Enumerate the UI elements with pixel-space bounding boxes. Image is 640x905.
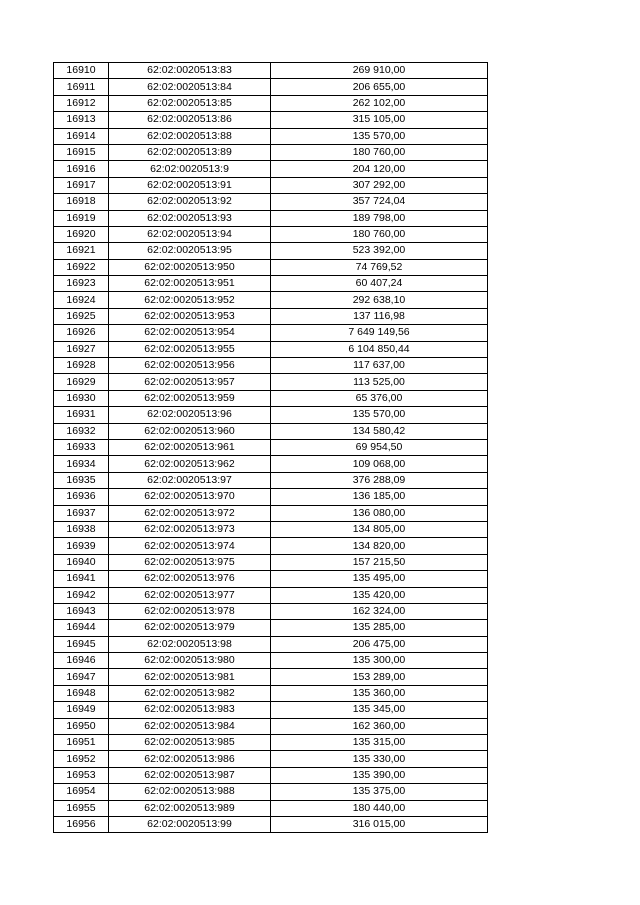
cadastral-number-cell: 62:02:0020513:956 (109, 358, 271, 374)
table-row (54, 358, 488, 374)
row-number-cell: 16918 (54, 194, 109, 210)
cadastral-value-cell: 135 390,00 (271, 767, 488, 783)
cadastral-number-cell: 62:02:0020513:976 (109, 571, 271, 587)
table-row (54, 456, 488, 472)
row-number-cell: 16925 (54, 308, 109, 324)
cadastral-value-cell: 157 215,50 (271, 554, 488, 570)
row-number-cell: 16943 (54, 603, 109, 619)
cadastral-number-cell: 62:02:0020513:92 (109, 194, 271, 210)
row-number-cell: 16938 (54, 521, 109, 537)
row-number-cell: 16949 (54, 702, 109, 718)
table-row (54, 800, 488, 816)
cadastral-number-cell: 62:02:0020513:98 (109, 636, 271, 652)
cadastral-number-cell: 62:02:0020513:9 (109, 161, 271, 177)
cadastral-value-cell: 376 288,09 (271, 472, 488, 488)
cadastral-number-cell: 62:02:0020513:95 (109, 243, 271, 259)
row-number-cell: 16941 (54, 571, 109, 587)
cadastral-number-cell: 62:02:0020513:951 (109, 276, 271, 292)
table-row (54, 210, 488, 226)
row-number-cell: 16932 (54, 423, 109, 439)
table-row (54, 636, 488, 652)
row-number-cell: 16951 (54, 735, 109, 751)
cadastral-value-cell: 136 185,00 (271, 489, 488, 505)
cadastral-value-cell: 135 315,00 (271, 735, 488, 751)
cadastral-number-cell: 62:02:0020513:952 (109, 292, 271, 308)
cadastral-value-cell: 134 820,00 (271, 538, 488, 554)
cadastral-value-cell: 357 724,04 (271, 194, 488, 210)
cadastral-number-cell: 62:02:0020513:987 (109, 767, 271, 783)
table-row (54, 161, 488, 177)
table-row (54, 653, 488, 669)
row-number-cell: 16929 (54, 374, 109, 390)
cadastral-number-cell: 62:02:0020513:950 (109, 259, 271, 275)
document-page (53, 62, 488, 833)
row-number-cell: 16936 (54, 489, 109, 505)
cadastral-value-table (53, 62, 488, 833)
table-row (54, 784, 488, 800)
table-row (54, 259, 488, 275)
row-number-cell: 16950 (54, 718, 109, 734)
row-number-cell: 16914 (54, 128, 109, 144)
row-number-cell: 16933 (54, 439, 109, 455)
cadastral-value-cell: 189 798,00 (271, 210, 488, 226)
cadastral-value-cell: 134 580,42 (271, 423, 488, 439)
cadastral-number-cell: 62:02:0020513:91 (109, 177, 271, 193)
row-number-cell: 16912 (54, 95, 109, 111)
cadastral-value-cell: 6 104 850,44 (271, 341, 488, 357)
row-number-cell: 16913 (54, 112, 109, 128)
row-number-cell: 16946 (54, 653, 109, 669)
row-number-cell: 16916 (54, 161, 109, 177)
cadastral-number-cell: 62:02:0020513:99 (109, 816, 271, 832)
cadastral-number-cell: 62:02:0020513:959 (109, 390, 271, 406)
cadastral-number-cell: 62:02:0020513:957 (109, 374, 271, 390)
cadastral-value-cell: 153 289,00 (271, 669, 488, 685)
row-number-cell: 16917 (54, 177, 109, 193)
cadastral-number-cell: 62:02:0020513:86 (109, 112, 271, 128)
table-row (54, 194, 488, 210)
cadastral-value-cell: 206 475,00 (271, 636, 488, 652)
table-row (54, 521, 488, 537)
cadastral-value-cell: 180 760,00 (271, 226, 488, 242)
row-number-cell: 16945 (54, 636, 109, 652)
cadastral-value-cell: 292 638,10 (271, 292, 488, 308)
row-number-cell: 16939 (54, 538, 109, 554)
table-row (54, 816, 488, 832)
table-row (54, 308, 488, 324)
row-number-cell: 16937 (54, 505, 109, 521)
cadastral-number-cell: 62:02:0020513:960 (109, 423, 271, 439)
cadastral-value-cell: 204 120,00 (271, 161, 488, 177)
table-row (54, 702, 488, 718)
row-number-cell: 16942 (54, 587, 109, 603)
row-number-cell: 16921 (54, 243, 109, 259)
table-row (54, 177, 488, 193)
cadastral-value-cell: 180 760,00 (271, 144, 488, 160)
cadastral-number-cell: 62:02:0020513:85 (109, 95, 271, 111)
table-row (54, 439, 488, 455)
cadastral-value-cell: 135 375,00 (271, 784, 488, 800)
cadastral-number-cell: 62:02:0020513:970 (109, 489, 271, 505)
cadastral-value-cell: 315 105,00 (271, 112, 488, 128)
cadastral-value-cell: 262 102,00 (271, 95, 488, 111)
cadastral-value-cell: 7 649 149,56 (271, 325, 488, 341)
cadastral-number-cell: 62:02:0020513:84 (109, 79, 271, 95)
row-number-cell: 16954 (54, 784, 109, 800)
cadastral-number-cell: 62:02:0020513:83 (109, 63, 271, 79)
cadastral-number-cell: 62:02:0020513:982 (109, 685, 271, 701)
row-number-cell: 16940 (54, 554, 109, 570)
row-number-cell: 16924 (54, 292, 109, 308)
cadastral-value-cell: 180 440,00 (271, 800, 488, 816)
cadastral-number-cell: 62:02:0020513:977 (109, 587, 271, 603)
row-number-cell: 16935 (54, 472, 109, 488)
table-row (54, 243, 488, 259)
table-row (54, 571, 488, 587)
table-row (54, 79, 488, 95)
table-row (54, 669, 488, 685)
cadastral-number-cell: 62:02:0020513:985 (109, 735, 271, 751)
table-row (54, 767, 488, 783)
cadastral-number-cell: 62:02:0020513:979 (109, 620, 271, 636)
cadastral-value-cell: 162 324,00 (271, 603, 488, 619)
cadastral-value-cell: 135 495,00 (271, 571, 488, 587)
table-row (54, 718, 488, 734)
cadastral-number-cell: 62:02:0020513:954 (109, 325, 271, 341)
row-number-cell: 16930 (54, 390, 109, 406)
table-row (54, 538, 488, 554)
table-row (54, 341, 488, 357)
cadastral-number-cell: 62:02:0020513:974 (109, 538, 271, 554)
row-number-cell: 16919 (54, 210, 109, 226)
cadastral-number-cell: 62:02:0020513:980 (109, 653, 271, 669)
cadastral-number-cell: 62:02:0020513:988 (109, 784, 271, 800)
table-row (54, 751, 488, 767)
cadastral-value-cell: 135 570,00 (271, 128, 488, 144)
table-row (54, 63, 488, 79)
row-number-cell: 16952 (54, 751, 109, 767)
cadastral-number-cell: 62:02:0020513:961 (109, 439, 271, 455)
row-number-cell: 16926 (54, 325, 109, 341)
cadastral-number-cell: 62:02:0020513:93 (109, 210, 271, 226)
table-row (54, 489, 488, 505)
row-number-cell: 16927 (54, 341, 109, 357)
table-row (54, 112, 488, 128)
cadastral-value-cell: 135 360,00 (271, 685, 488, 701)
cadastral-number-cell: 62:02:0020513:973 (109, 521, 271, 537)
table-row (54, 374, 488, 390)
row-number-cell: 16955 (54, 800, 109, 816)
cadastral-value-cell: 137 116,98 (271, 308, 488, 324)
table-row (54, 276, 488, 292)
cadastral-number-cell: 62:02:0020513:972 (109, 505, 271, 521)
cadastral-value-cell: 206 655,00 (271, 79, 488, 95)
row-number-cell: 16910 (54, 63, 109, 79)
cadastral-value-cell: 69 954,50 (271, 439, 488, 455)
table-row (54, 128, 488, 144)
row-number-cell: 16931 (54, 407, 109, 423)
row-number-cell: 16947 (54, 669, 109, 685)
cadastral-value-cell: 135 285,00 (271, 620, 488, 636)
row-number-cell: 16953 (54, 767, 109, 783)
cadastral-value-cell: 135 330,00 (271, 751, 488, 767)
table-row (54, 735, 488, 751)
table-row (54, 603, 488, 619)
row-number-cell: 16944 (54, 620, 109, 636)
cadastral-value-cell: 523 392,00 (271, 243, 488, 259)
cadastral-value-cell: 134 805,00 (271, 521, 488, 537)
row-number-cell: 16928 (54, 358, 109, 374)
table-body (54, 63, 488, 833)
cadastral-number-cell: 62:02:0020513:88 (109, 128, 271, 144)
cadastral-number-cell: 62:02:0020513:955 (109, 341, 271, 357)
cadastral-value-cell: 269 910,00 (271, 63, 488, 79)
row-number-cell: 16934 (54, 456, 109, 472)
table-row (54, 554, 488, 570)
cadastral-number-cell: 62:02:0020513:986 (109, 751, 271, 767)
cadastral-value-cell: 316 015,00 (271, 816, 488, 832)
cadastral-value-cell: 109 068,00 (271, 456, 488, 472)
row-number-cell: 16948 (54, 685, 109, 701)
table-row (54, 620, 488, 636)
cadastral-value-cell: 60 407,24 (271, 276, 488, 292)
table-row (54, 226, 488, 242)
cadastral-value-cell: 162 360,00 (271, 718, 488, 734)
cadastral-value-cell: 117 637,00 (271, 358, 488, 374)
row-number-cell: 16956 (54, 816, 109, 832)
cadastral-value-cell: 135 300,00 (271, 653, 488, 669)
cadastral-value-cell: 113 525,00 (271, 374, 488, 390)
row-number-cell: 16911 (54, 79, 109, 95)
row-number-cell: 16923 (54, 276, 109, 292)
cadastral-value-cell: 74 769,52 (271, 259, 488, 275)
cadastral-number-cell: 62:02:0020513:983 (109, 702, 271, 718)
table-row (54, 144, 488, 160)
row-number-cell: 16920 (54, 226, 109, 242)
cadastral-value-cell: 135 420,00 (271, 587, 488, 603)
table-row (54, 292, 488, 308)
cadastral-value-cell: 135 570,00 (271, 407, 488, 423)
cadastral-number-cell: 62:02:0020513:89 (109, 144, 271, 160)
cadastral-number-cell: 62:02:0020513:984 (109, 718, 271, 734)
table-row (54, 325, 488, 341)
cadastral-number-cell: 62:02:0020513:981 (109, 669, 271, 685)
cadastral-value-cell: 307 292,00 (271, 177, 488, 193)
table-row (54, 587, 488, 603)
row-number-cell: 16922 (54, 259, 109, 275)
cadastral-number-cell: 62:02:0020513:989 (109, 800, 271, 816)
cadastral-number-cell: 62:02:0020513:962 (109, 456, 271, 472)
cadastral-number-cell: 62:02:0020513:94 (109, 226, 271, 242)
cadastral-value-cell: 136 080,00 (271, 505, 488, 521)
cadastral-number-cell: 62:02:0020513:96 (109, 407, 271, 423)
row-number-cell: 16915 (54, 144, 109, 160)
cadastral-value-cell: 135 345,00 (271, 702, 488, 718)
table-row (54, 390, 488, 406)
cadastral-number-cell: 62:02:0020513:978 (109, 603, 271, 619)
cadastral-number-cell: 62:02:0020513:975 (109, 554, 271, 570)
cadastral-value-cell: 65 376,00 (271, 390, 488, 406)
table-row (54, 472, 488, 488)
table-row (54, 423, 488, 439)
cadastral-number-cell: 62:02:0020513:953 (109, 308, 271, 324)
table-row (54, 407, 488, 423)
table-row (54, 95, 488, 111)
cadastral-number-cell: 62:02:0020513:97 (109, 472, 271, 488)
table-row (54, 685, 488, 701)
table-row (54, 505, 488, 521)
